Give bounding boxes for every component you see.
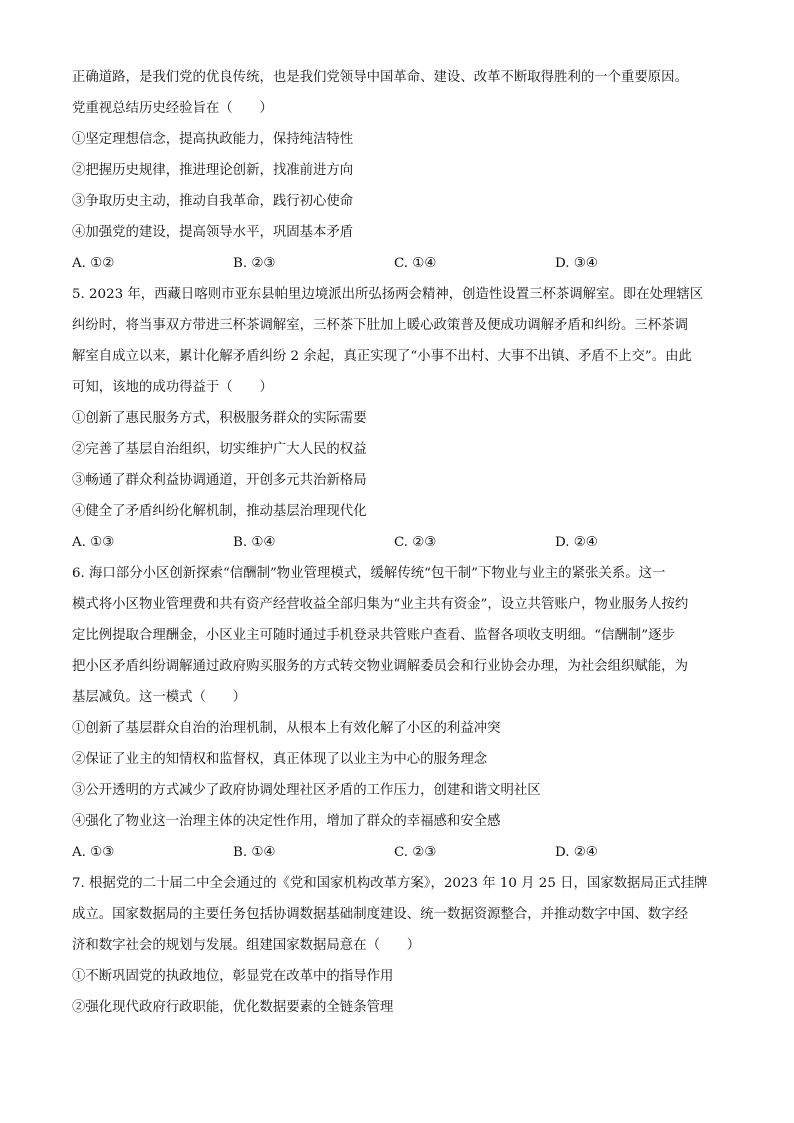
statement-4: ④加强党的建设，提高领导水平，巩固基本矛盾 [72, 225, 354, 240]
statement-3: ③公开透明的方式减少了政府协调处理社区矛盾的工作压力，创建和谐文明社区 [72, 783, 541, 798]
statement-2: ②强化现代政府行政职能，优化数据要素的全链条管理 [72, 1000, 394, 1015]
option-b: B. ②③ [233, 256, 276, 271]
option-d: D. ③④ [555, 256, 598, 271]
option-b: B. ①④ [233, 845, 276, 860]
question-6-stem: 基层减负。这一模式（ ） [72, 690, 247, 705]
statement-1: ①创新了基层群众自治的治理机制，从根本上有效化解了小区的利益冲突 [72, 721, 501, 736]
question-7-stem: 济和数字社会的规划与发展。组建国家数据局意在（ ） [72, 938, 421, 953]
option-d: D. ②④ [555, 535, 598, 550]
option-c: C. ②③ [394, 535, 437, 550]
option-c: C. ①④ [394, 256, 437, 271]
option-a: A. ①② [72, 256, 115, 271]
statement-1: ①坚定理想信念，提高执政能力，保持纯洁特性 [72, 132, 354, 147]
option-a: A. ①③ [72, 845, 115, 860]
question-6-stem: 把小区矛盾纠纷调解通过政府购买服务的方式转交物业调解委员会和行业协会办理，为社会组织赋能，为 [72, 659, 688, 674]
text-line: 正确道路，是我们党的优良传统，也是我们党领导中国革命、建设、改革不断取得胜利的一个重要原因。 [72, 70, 688, 85]
answer-options [72, 248, 724, 279]
option-d: D. ②④ [555, 845, 598, 860]
statement-3: ③畅通了群众利益协调通道，开创多元共治新格局 [72, 473, 367, 488]
question-5-stem: 5. 2023 年，西藏日喀则市亚东县帕里边境派出所弘扬两会精神，创造性设置三杯茶调解室。即在处理辖区 [72, 287, 704, 302]
option-c: C. ②③ [394, 845, 437, 860]
answer-options [72, 527, 724, 558]
option-b: B. ①④ [233, 535, 276, 550]
statement-1: ①创新了惠民服务方式，积极服务群众的实际需要 [72, 411, 367, 426]
document-page [72, 62, 724, 1023]
question-5-stem: 纠纷时，将当事双方带进三杯茶调解室，三杯茶下肚加上暖心政策普及便成功调解矛盾和纠纷。三杯茶调 [72, 318, 688, 333]
statement-3: ③争取历史主动，推动自我革命，践行初心使命 [72, 194, 354, 209]
question-6-stem: 模式将小区物业管理费和共有资产经营收益全部归集为“业主共有资金”，设立共管账户，物业服务人按约 [72, 597, 689, 612]
question-7-stem: 成立。国家数据局的主要任务包括协调数据基础制度建设、统一数据资源整合，并推动数字中国、数字经 [72, 907, 688, 922]
statement-4: ④健全了矛盾纠纷化解机制，推动基层治理现代化 [72, 504, 367, 519]
statement-2: ②把握历史规律，推进理论创新，找准前进方向 [72, 163, 354, 178]
statement-2: ②保证了业主的知情权和监督权，真正体现了以业主为中心的服务理念 [72, 752, 488, 767]
statement-4: ④强化了物业这一治理主体的决定性作用，增加了群众的幸福感和安全感 [72, 814, 501, 829]
question-6-stem: 定比例提取合理酬金，小区业主可随时通过手机登录共管账户查看、监督各项收支明细。“信酬制”逐步 [72, 628, 675, 643]
statement-2: ②完善了基层自治组织，切实维护广大人民的权益 [72, 442, 367, 457]
statement-1: ①不断巩固党的执政地位，彰显党在改革中的指导作用 [72, 969, 394, 984]
question-5-stem: 可知，该地的成功得益于（ ） [72, 380, 273, 395]
question-7-stem: 7. 根据党的二十届二中全会通过的《党和国家机构改革方案》，2023 年 10 月 25 日，国家数据局正式挂牌 [72, 876, 708, 891]
question-prompt: 党重视总结历史经验旨在（ ） [72, 101, 273, 116]
option-a: A. ①③ [72, 535, 115, 550]
answer-options [72, 837, 724, 868]
question-5-stem: 解室自成立以来，累计化解矛盾纠纷 2 余起，真正实现了“小事不出村、大事不出镇、矛盾不上交”。由此 [72, 349, 692, 364]
question-6-stem: 6. 海口部分小区创新探索“信酬制”物业管理模式，缓解传统“包干制”下物业与业主的紧张关系。这一 [72, 566, 666, 581]
